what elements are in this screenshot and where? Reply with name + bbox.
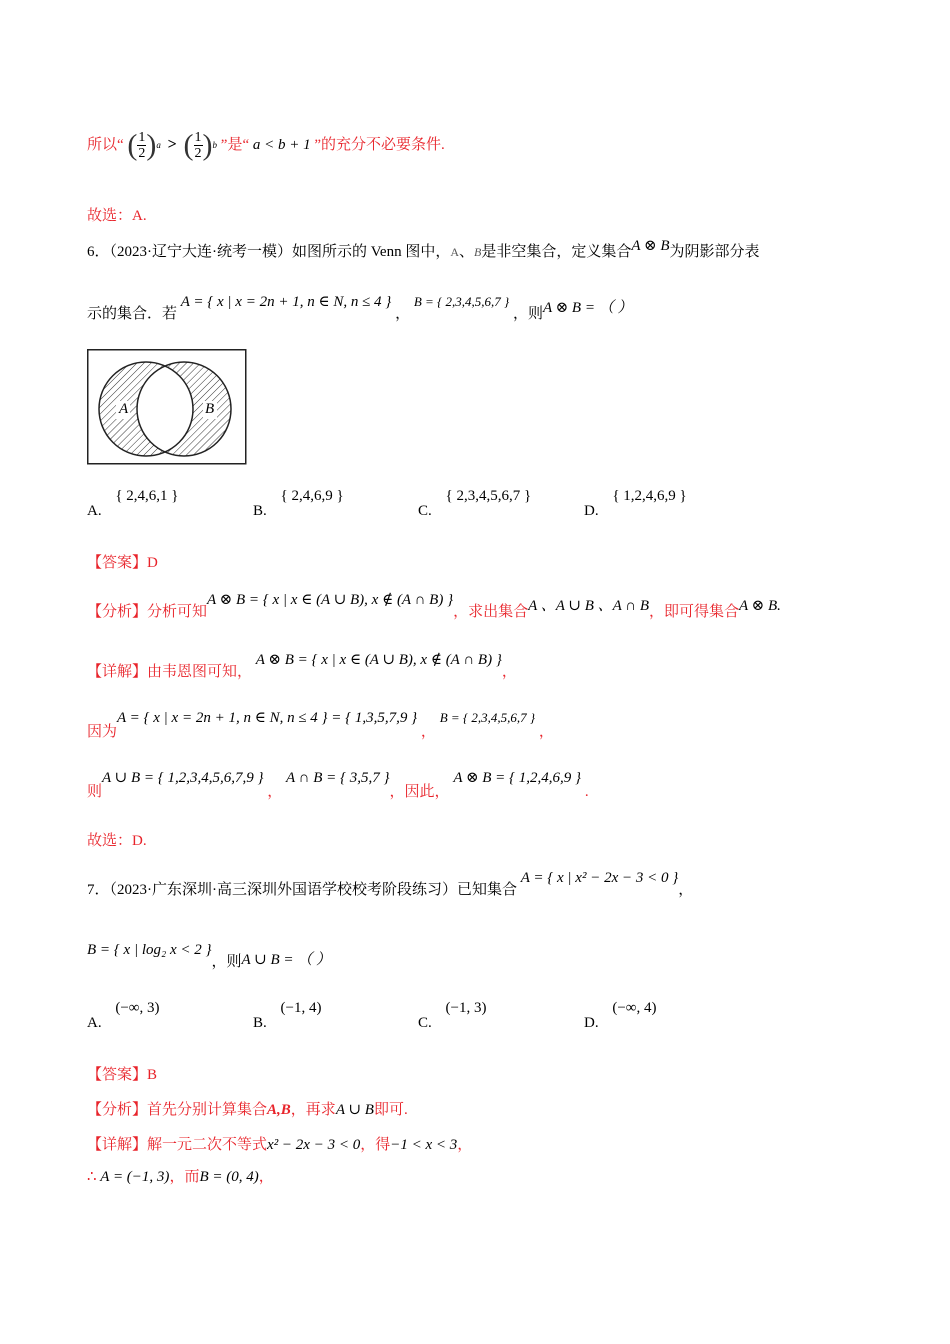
q5-prefix: 所以“ <box>87 137 124 153</box>
q6-because: 因为A = { x | x = 2n + 1, n ∈ N, n ≤ 4 } = { 1,3,5,7,9 } ， B = { 2,3,4,5,6,7 } ， <box>87 710 554 740</box>
q5-final-choice: 故选：A. <box>87 208 147 224</box>
q6-set-b: B = { 2,3,4,5,6,7 } <box>413 294 510 309</box>
q7-set-a: A = { x | x² − 2x − 3 < 0 } <box>520 870 679 886</box>
q7-option-c[interactable]: C. (−1, 3) <box>418 1000 487 1031</box>
q6-set-a: A = { x | x = 2n + 1, n ∈ N, n ≤ 4 } <box>180 294 392 310</box>
q5-inequality: ( $\frac{1}{2}$ )$^a$ > ( $\frac{1}{2}$ )$^b$ <box>127 128 218 162</box>
venn-svg <box>87 349 247 465</box>
q6-option-c[interactable]: C. { 2,3,4,5,6,7 } <box>418 488 532 519</box>
q6-option-a[interactable]: A. { 2,4,6,1 } <box>87 488 179 519</box>
q6-final-choice: 故选：D. <box>87 833 147 849</box>
q6-option-b[interactable]: B. { 2,4,6,9 } <box>253 488 344 519</box>
q6-detail: 【详解】由韦恩图可知， A ⊗ B = { x | x ∈ (A ∪ B), x ∉ (A ∩ B) }， <box>87 652 517 680</box>
q6-then: 则A ∪ B = { 1,2,3,4,5,6,7,9 } ， A ∩ B = { 3,5,7 }，因此， A ⊗ B = { 1,2,4,6,9 } . <box>87 770 589 800</box>
q7-stem-line1: 7．（2023·广东深圳·高三深圳外国语学校校考阶段练习）已知集合 A = { x | x² − 2x − 3 < 0 }， <box>87 870 694 898</box>
q7-question: A ∪ B = （ ） <box>241 952 331 968</box>
q6-option-d[interactable]: D. { 1,2,4,6,9 } <box>584 488 687 519</box>
venn-label-a: A <box>119 401 129 417</box>
therefore-symbol: ∴ <box>87 1169 97 1185</box>
venn-label-b: B <box>205 401 215 417</box>
q6-answer: 【答案】D <box>87 555 158 571</box>
q6-analysis: 【分析】分析可知A ⊗ B = { x | x ∈ (A ∪ B), x ∉ (A ∩ B) }，求出集合A 、A ∪ B 、A ∩ B，即可得集合A ⊗ B. <box>87 592 781 620</box>
q7-option-a[interactable]: A. (−∞, 3) <box>87 1000 160 1031</box>
q6-stem-line1: 6．（2023·辽宁大连·统考一模）如图所示的 Venn 图中，A、B是非空集合，定义集合A ⊗ B为阴影部分表 <box>87 238 760 260</box>
venn-diagram <box>87 349 246 463</box>
q7-answer: 【答案】B <box>87 1067 158 1083</box>
q6-question: A ⊗ B = （ ） <box>542 300 633 316</box>
q7-conclusion: ∴ A = (−1, 3)，而B = (0, 4)， <box>87 1169 274 1185</box>
q5-condition: a < b + 1 <box>252 137 311 153</box>
q7-detail: 【详解】解一元二次不等式x² − 2x − 3 < 0，得−1 < x < 3， <box>87 1137 473 1153</box>
q6-stem-line2: 示的集合．若 A = { x | x = 2n + 1, n ∈ N, n ≤ 4 } ， B = { 2,3,4,5,6,7 } ，则A ⊗ B = （ ） <box>87 294 633 322</box>
q5-conclusion <box>87 120 445 170</box>
q7-analysis: 【分析】首先分别计算集合A,B，再求A ∪ B即可. <box>87 1102 408 1118</box>
q5-suffix: ”的充分不必要条件. <box>314 137 445 153</box>
q7-stem-line2: B = { x | log₂ x < 2 }，则A ∪ B = （ ） <box>87 942 331 970</box>
q5-mid: ”是“ <box>220 137 250 153</box>
q7-set-b: B = { x | log₂ x < 2 } <box>87 942 212 958</box>
q7-option-d[interactable]: D. (−∞, 4) <box>584 1000 657 1031</box>
q7-option-b[interactable]: B. (−1, 4) <box>253 1000 322 1031</box>
